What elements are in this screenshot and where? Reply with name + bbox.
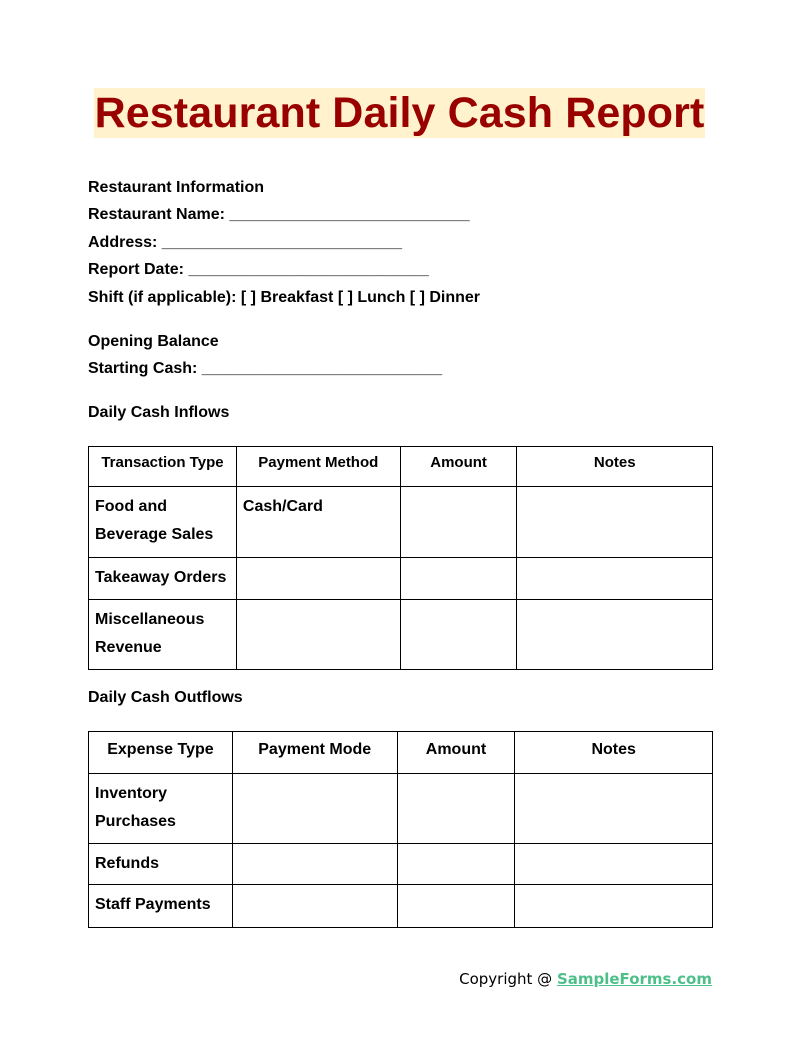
report-date-field: Report Date: ___________________________ [88,261,429,278]
table-cell [517,558,713,600]
column-header: Payment Method [236,447,400,487]
column-header: Transaction Type [89,447,237,487]
table-cell [515,774,713,844]
table-cell: Food and Beverage Sales [89,487,237,558]
inflows-header-row [89,447,713,487]
table-cell [400,600,517,670]
column-header: Notes [517,447,713,487]
table-cell [397,885,515,928]
table-cell: Refunds [89,844,233,885]
table-row [89,774,713,844]
table-row [89,885,713,928]
table-row [89,558,713,600]
table-cell: Miscellaneous Revenue [89,600,237,670]
table-cell [232,844,397,885]
info-heading: Restaurant Information [88,179,265,196]
table-cell [236,600,400,670]
restaurant-name-field: Restaurant Name: ___________________________ [88,206,470,223]
table-cell [232,885,397,928]
table-cell [515,885,713,928]
column-header: Expense Type [89,732,233,774]
table-row [89,844,713,885]
column-header: Payment Mode [232,732,397,774]
table-row [89,600,713,670]
page-title: Restaurant Daily Cash Report [94,89,705,137]
opening-heading: Opening Balance [88,333,219,350]
table-cell [517,600,713,670]
sampleforms-link[interactable]: SampleForms.com [556,970,712,988]
column-header: Amount [397,732,515,774]
outflows-table [88,731,713,928]
table-cell [397,844,515,885]
outflows-header-row [89,732,713,774]
title-wrapper [0,88,799,138]
table-cell [236,558,400,600]
table-cell: Cash/Card [236,487,400,558]
column-header: Amount [400,447,517,487]
copyright-footer [459,969,712,989]
inflows-heading: Daily Cash Inflows [88,404,230,421]
inflows-table [88,446,713,670]
column-header: Notes [515,732,713,774]
table-cell [515,844,713,885]
table-cell: Takeaway Orders [89,558,237,600]
table-cell: Inventory Purchases [89,774,233,844]
table-row [89,487,713,558]
table-cell [517,487,713,558]
table-cell [400,487,517,558]
address-field: Address: ___________________________ [88,234,403,251]
starting-cash-field: Starting Cash: ___________________________ [88,360,443,377]
table-cell [397,774,515,844]
outflows-heading: Daily Cash Outflows [88,689,243,706]
table-cell [232,774,397,844]
copyright-text: Copyright @ [459,970,557,988]
table-cell: Staff Payments [89,885,233,928]
shift-field: Shift (if applicable): [ ] Breakfast [ ] Lunch [ ] Dinner [88,289,481,306]
table-cell [400,558,517,600]
